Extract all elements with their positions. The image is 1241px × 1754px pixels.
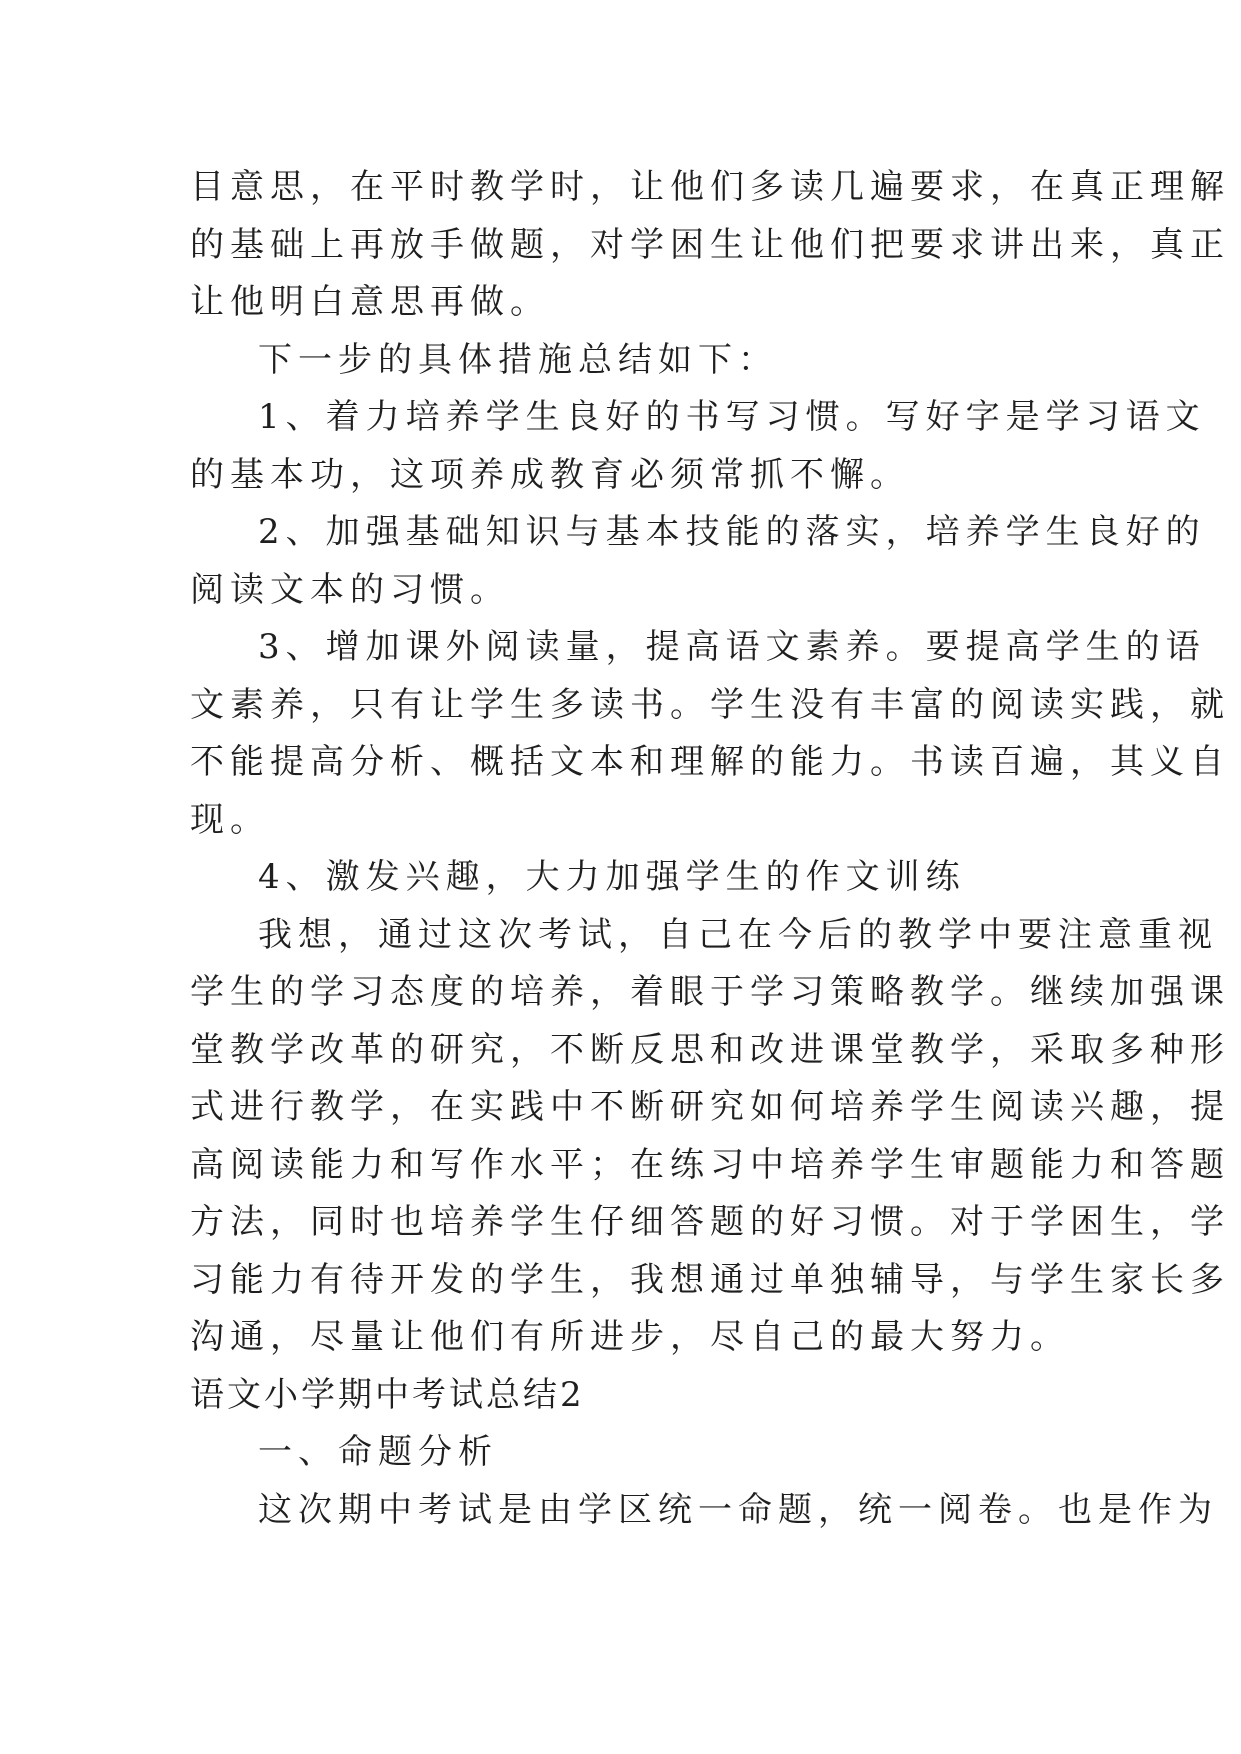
list-item-line: 阅读文本的习惯。	[190, 569, 510, 610]
paragraph-line: 堂教学改革的研究，不断反思和改进课堂教学，采取多种形	[190, 1029, 1230, 1070]
list-item-line: 现。	[190, 799, 270, 840]
paragraph-line: 让他明白意思再做。	[190, 282, 550, 322]
paragraph-line: 学生的学习态度的培养，着眼于学习策略教学。继续加强课	[190, 972, 1230, 1012]
paragraph-line: 习能力有待开发的学生，我想通过单独辅导，与学生家长多	[190, 1259, 1230, 1300]
subsection-heading: 一、命题分析	[258, 1432, 498, 1472]
list-item-line: 不能提高分析、概括文本和理解的能力。书读百遍，其义自	[190, 742, 1230, 782]
list-item-line: 4、激发兴趣，大力加强学生的作文训练	[258, 857, 966, 897]
paragraph-line: 我想，通过这次考试，自己在今后的教学中要注意重视	[258, 914, 1218, 955]
list-item-line: 1、着力培养学生良好的书写习惯。写好字是学习语文	[258, 397, 1206, 437]
list-item-line: 2、加强基础知识与基本技能的落实，培养学生良好的	[258, 512, 1206, 552]
document-body	[190, 159, 1230, 1539]
list-item-line: 文素养，只有让学生多读书。学生没有丰富的阅读实践，就	[190, 684, 1230, 725]
section-heading: 语文小学期中考试总结2	[190, 1374, 585, 1415]
paragraph-line: 这次期中考试是由学区统一命题，统一阅卷。也是作为	[258, 1489, 1218, 1530]
paragraph-line: 高阅读能力和写作水平；在练习中培养学生审题能力和答题	[190, 1144, 1230, 1185]
paragraph-line: 的基础上再放手做题，对学困生让他们把要求讲出来，真正	[190, 224, 1230, 265]
paragraph-line: 目意思，在平时教学时，让他们多读几遍要求，在真正理解	[190, 167, 1230, 207]
paragraph-line: 下一步的具体措施总结如下：	[258, 339, 778, 380]
paragraph-line: 方法，同时也培养学生仔细答题的好习惯。对于学困生，学	[190, 1202, 1230, 1242]
paragraph-line: 式进行教学，在实践中不断研究如何培养学生阅读兴趣，提	[190, 1087, 1230, 1127]
paragraph-line: 沟通，尽量让他们有所进步，尽自己的最大努力。	[190, 1317, 1070, 1357]
list-item-line: 的基本功，这项养成教育必须常抓不懈。	[190, 454, 910, 495]
list-item-line: 3、增加课外阅读量，提高语文素养。要提高学生的语	[258, 627, 1206, 667]
